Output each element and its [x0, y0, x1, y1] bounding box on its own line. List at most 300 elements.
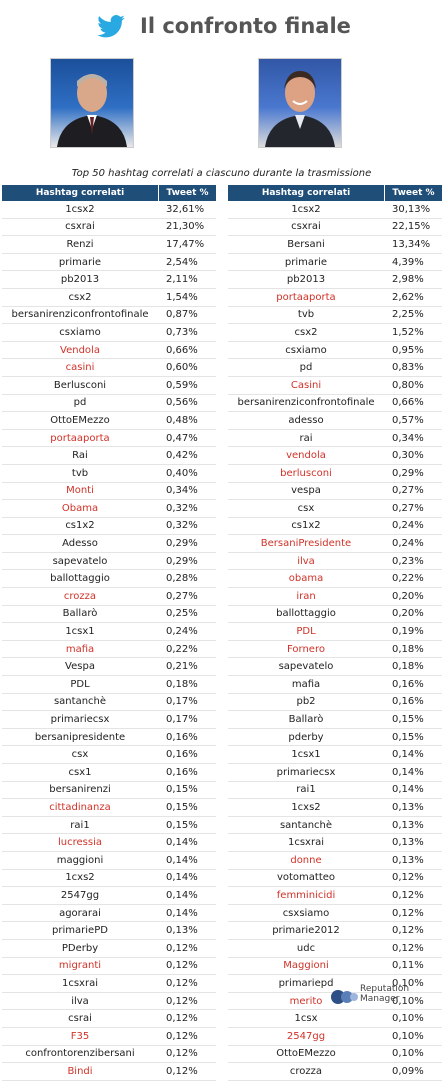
tweet-percent-cell: 0,12% [166, 1048, 198, 1060]
tweet-percent-cell: 0,24% [392, 538, 424, 550]
hashtag-cell: casini [65, 362, 95, 374]
hashtag-cell: pb2 [296, 696, 316, 708]
table-row [2, 922, 216, 940]
table-row [228, 1063, 442, 1081]
table-row [2, 219, 216, 237]
tweet-percent-cell: 0,29% [392, 467, 424, 479]
tweet-percent-cell: 0,12% [166, 1065, 198, 1077]
table-row [2, 359, 216, 377]
hashtag-cell: 1csxrai [287, 837, 324, 849]
table-row [228, 746, 442, 764]
table-row [2, 870, 216, 888]
hashtag-cell: cs1x2 [65, 520, 95, 532]
column-header-tweet-percent: Tweet % [384, 185, 442, 201]
table-row [228, 412, 442, 430]
table-row [2, 834, 216, 852]
tweet-percent-cell: 0,95% [392, 344, 424, 356]
column-header-hashtag: Hashtag correlati [2, 185, 158, 201]
hashtag-cell: 1csx2 [65, 203, 95, 215]
hashtag-cell: csx [297, 502, 315, 514]
header [0, 8, 443, 48]
table-row [2, 1046, 216, 1064]
hashtag-cell: 1csx [294, 1013, 318, 1025]
hashtag-cell: 1csxrai [61, 977, 98, 989]
table-row [228, 834, 442, 852]
hashtag-cell: Berlusconi [53, 379, 107, 391]
hashtag-cell: 2547gg [60, 889, 100, 901]
table-row [228, 641, 442, 659]
tweet-percent-cell: 2,11% [166, 274, 198, 286]
table-row [2, 729, 216, 747]
table-row [2, 658, 216, 676]
table-row [228, 447, 442, 465]
tweet-percent-cell: 32,61% [166, 203, 205, 215]
tweet-percent-cell: 0,27% [392, 485, 424, 497]
tweet-percent-cell: 0,09% [392, 1065, 424, 1077]
table-row [228, 219, 442, 237]
hashtag-cell: Rai [72, 450, 88, 462]
tweet-percent-cell: 0,20% [392, 608, 424, 620]
tweet-percent-cell: 0,24% [392, 520, 424, 532]
hashtag-cell: Adesso [62, 538, 98, 550]
tweet-percent-cell: 0,14% [392, 766, 424, 778]
tweet-percent-cell: 0,17% [166, 696, 198, 708]
tweet-percent-cell: 0,16% [392, 678, 424, 690]
table-header [228, 185, 442, 201]
hashtag-cell: pd [73, 397, 87, 409]
hashtag-cell: rai1 [296, 784, 316, 796]
column-header-tweet-percent: Tweet % [158, 185, 216, 201]
tweet-percent-cell: 0,14% [392, 749, 424, 761]
tweet-percent-cell: 21,30% [166, 221, 205, 233]
table-row [2, 817, 216, 835]
hashtag-cell: csrai [68, 1013, 92, 1025]
tweet-percent-cell: 0,32% [166, 520, 198, 532]
tweet-percent-cell: 0,15% [166, 801, 198, 813]
tweet-percent-cell: 0,83% [392, 362, 424, 374]
hashtag-cell: mafia [291, 678, 321, 690]
tweet-percent-cell: 0,10% [392, 977, 424, 989]
hashtag-cell: votomatteo [276, 872, 336, 884]
tweet-percent-cell: 0,47% [166, 432, 198, 444]
logo-text [360, 984, 409, 1004]
tweet-percent-cell: 0,13% [392, 837, 424, 849]
table-row [228, 359, 442, 377]
table-row [2, 887, 216, 905]
table-row [2, 940, 216, 958]
tweet-percent-cell: 0,14% [166, 872, 198, 884]
table-row [228, 940, 442, 958]
table-row [2, 500, 216, 518]
tweet-percent-cell: 0,42% [166, 450, 198, 462]
table-row [228, 588, 442, 606]
table-row [228, 676, 442, 694]
hashtag-cell: pb2013 [60, 274, 100, 286]
hashtag-cell: 1csx2 [291, 203, 321, 215]
table-row [2, 553, 216, 571]
table-row [2, 1063, 216, 1081]
hashtag-cell: PDL [296, 626, 316, 638]
tweet-percent-cell: 0,10% [392, 1048, 424, 1060]
table-row [2, 395, 216, 413]
tweet-percent-cell: 0,15% [166, 784, 198, 796]
tweet-percent-cell: 0,57% [392, 414, 424, 426]
tweet-percent-cell: 0,32% [166, 502, 198, 514]
table-row [228, 764, 442, 782]
hashtag-cell: mafia [65, 643, 95, 655]
table-row [228, 711, 442, 729]
photo-left [50, 58, 134, 148]
table-row [2, 518, 216, 536]
hashtag-cell: Vespa [65, 661, 95, 673]
hashtag-cell: Obama [61, 502, 99, 514]
hashtag-cell: iran [296, 590, 316, 602]
table-row [2, 447, 216, 465]
tweet-percent-cell: 0,14% [166, 854, 198, 866]
table-row [2, 782, 216, 800]
tweet-percent-cell: 1,52% [392, 326, 424, 338]
hashtag-cell: ilva [71, 995, 89, 1007]
hashtag-cell: 1csx1 [291, 749, 321, 761]
tweet-percent-cell: 0,23% [392, 555, 424, 567]
hashtag-cell: migranti [58, 960, 102, 972]
table-row [2, 535, 216, 553]
tweet-percent-cell: 30,13% [392, 203, 431, 215]
hashtag-cell: tvb [297, 309, 315, 321]
hashtag-cell: santanchè [53, 696, 107, 708]
hashtag-cell: cittadinanza [49, 801, 111, 813]
twitter-bird-icon [96, 12, 126, 42]
table-row [228, 395, 442, 413]
table-row [228, 922, 442, 940]
table-row [228, 254, 442, 272]
tweet-percent-cell: 0,14% [166, 837, 198, 849]
tweet-percent-cell: 0,56% [166, 397, 198, 409]
tweet-percent-cell: 0,20% [392, 590, 424, 602]
hashtag-cell: csxsiamo [282, 907, 330, 919]
hashtag-cell: 2547gg [286, 1030, 326, 1042]
table-row [228, 817, 442, 835]
table-row [2, 641, 216, 659]
table-row [228, 236, 442, 254]
table-row [228, 500, 442, 518]
tweet-percent-cell: 0,12% [392, 889, 424, 901]
table-row [228, 271, 442, 289]
hashtag-cell: udc [296, 942, 316, 954]
hashtag-cell: primariepd [278, 977, 334, 989]
hashtag-cell: Maggioni [283, 960, 329, 972]
table-row [2, 676, 216, 694]
tweet-percent-cell: 22,15% [392, 221, 431, 233]
tweet-percent-cell: 0,29% [166, 538, 198, 550]
table-row [2, 430, 216, 448]
hashtag-cell: adesso [288, 414, 324, 426]
hashtag-cell: bersanirenziconfrontofinale [11, 309, 149, 321]
tweet-percent-cell: 0,16% [166, 766, 198, 778]
tweet-percent-cell: 0,16% [166, 731, 198, 743]
hashtag-cell: csx2 [294, 326, 318, 338]
tweet-percent-cell: 0,12% [392, 942, 424, 954]
hashtag-cell: crozza [63, 590, 97, 602]
tweet-percent-cell: 0,13% [166, 925, 198, 937]
hashtag-cell: portaaporta [50, 432, 110, 444]
table-row [228, 958, 442, 976]
table-row [2, 271, 216, 289]
hashtag-cell: bersanirenzi [49, 784, 111, 796]
hashtag-cell: primariecsx [276, 766, 336, 778]
hashtag-cell: primariePD [52, 925, 108, 937]
tweet-percent-cell: 2,25% [392, 309, 424, 321]
tweet-percent-cell: 13,34% [392, 238, 431, 250]
tweet-percent-cell: 0,12% [392, 907, 424, 919]
tweet-percent-cell: 0,66% [166, 344, 198, 356]
table-row [228, 729, 442, 747]
tweet-percent-cell: 0,22% [392, 573, 424, 585]
hashtag-cell: vendola [286, 450, 326, 462]
tweet-percent-cell: 2,98% [392, 274, 424, 286]
page-title: Il confronto finale [140, 14, 351, 38]
hashtag-cell: pd [299, 362, 313, 374]
tweet-percent-cell: 0,30% [392, 450, 424, 462]
tweet-percent-cell: 0,59% [166, 379, 198, 391]
reputation-manager-logo [330, 980, 438, 1016]
table-body [2, 201, 216, 1081]
table-row [2, 412, 216, 430]
hashtag-cell: primarie2012 [272, 925, 340, 937]
hashtag-cell: cs1x2 [291, 520, 321, 532]
table-row [228, 518, 442, 536]
hashtag-cell: berlusconi [280, 467, 332, 479]
tweet-percent-cell: 0,15% [392, 714, 424, 726]
tweet-percent-cell: 0,12% [166, 960, 198, 972]
table-row [2, 905, 216, 923]
table-row [228, 658, 442, 676]
tweet-percent-cell: 0,80% [392, 379, 424, 391]
hashtag-cell: Casini [290, 379, 322, 391]
table-row [2, 570, 216, 588]
table-row [228, 430, 442, 448]
table-row [228, 201, 442, 219]
hashtag-cell: bersanipresidente [34, 731, 126, 743]
hashtag-cell: rai [299, 432, 313, 444]
tweet-percent-cell: 0,60% [166, 362, 198, 374]
hashtag-cell: vespa [291, 485, 321, 497]
hashtag-cell: Ballarò [62, 608, 98, 620]
table-row [2, 993, 216, 1011]
table-row [2, 342, 216, 360]
tweet-percent-cell: 1,54% [166, 291, 198, 303]
tweet-percent-cell: 0,21% [166, 661, 198, 673]
table-row [2, 746, 216, 764]
table-row [228, 694, 442, 712]
hashtag-cell: Monti [66, 485, 94, 497]
hashtag-cell: BersaniPresidente [260, 538, 352, 550]
tweet-percent-cell: 0,34% [166, 485, 198, 497]
table-row [2, 1010, 216, 1028]
tweet-percent-cell: 0,18% [392, 661, 424, 673]
hashtag-cell: 1cxs2 [291, 801, 321, 813]
tweet-percent-cell: 0,48% [166, 414, 198, 426]
hashtag-cell: lucressia [58, 837, 102, 849]
table-row [2, 465, 216, 483]
hashtag-cell: pderby [288, 731, 324, 743]
table-row [228, 852, 442, 870]
tweet-percent-cell: 0,10% [392, 995, 424, 1007]
hashtag-cell: Bindi [67, 1065, 93, 1077]
table-row [228, 535, 442, 553]
table-row [228, 1028, 442, 1046]
tweet-percent-cell: 0,29% [166, 555, 198, 567]
tweet-percent-cell: 0,18% [392, 643, 424, 655]
table-row [228, 377, 442, 395]
tweet-percent-cell: 0,73% [166, 326, 198, 338]
hashtag-cell: csx [71, 749, 89, 761]
table-row [2, 799, 216, 817]
hashtag-cell: merito [289, 995, 323, 1007]
table-row [228, 307, 442, 325]
hashtag-cell: agorarai [59, 907, 101, 919]
hashtag-cell: csxrai [65, 221, 95, 233]
tweet-percent-cell: 0,13% [392, 819, 424, 831]
tweet-percent-cell: 0,14% [392, 784, 424, 796]
table-row [2, 975, 216, 993]
hashtag-cell: csx1 [68, 766, 92, 778]
tweet-percent-cell: 0,12% [166, 1030, 198, 1042]
table-row [2, 236, 216, 254]
table-row [228, 870, 442, 888]
tweet-percent-cell: 0,16% [392, 696, 424, 708]
hashtag-cell: bersanirenziconfrontofinale [237, 397, 375, 409]
hashtag-cell: pb2013 [286, 274, 326, 286]
logo-line-2: Manager [360, 994, 400, 1004]
table-row [2, 201, 216, 219]
hashtag-cell: ballottaggio [50, 573, 110, 585]
tweet-percent-cell: 0,15% [392, 731, 424, 743]
hashtag-table-left [2, 185, 216, 1081]
tweet-percent-cell: 0,16% [166, 749, 198, 761]
hashtag-cell: PDL [70, 678, 90, 690]
tweet-percent-cell: 0,10% [392, 1030, 424, 1042]
hashtag-cell: rai1 [70, 819, 90, 831]
table-row [228, 342, 442, 360]
hashtag-table-right [228, 185, 442, 1081]
table-row [228, 324, 442, 342]
hashtag-cell: primarie [58, 256, 102, 268]
hashtag-cell: sapevatelo [52, 555, 108, 567]
hashtag-cell: donne [290, 854, 322, 866]
tweet-percent-cell: 0,40% [166, 467, 198, 479]
tweet-percent-cell: 0,17% [166, 714, 198, 726]
hashtag-cell: sapevatelo [278, 661, 334, 673]
table-row [2, 289, 216, 307]
tweet-percent-cell: 0,15% [166, 819, 198, 831]
table-row [228, 289, 442, 307]
logo-mark-icon [330, 986, 358, 1008]
table-row [228, 782, 442, 800]
column-header-hashtag: Hashtag correlati [228, 185, 384, 201]
tweet-percent-cell: 0,66% [392, 397, 424, 409]
hashtag-cell: ballottaggio [276, 608, 336, 620]
tweet-percent-cell: 0,10% [392, 1013, 424, 1025]
tweet-percent-cell: 0,14% [166, 907, 198, 919]
table-row [228, 570, 442, 588]
hashtag-cell: Vendola [60, 344, 100, 356]
table-row [2, 764, 216, 782]
table-body [228, 201, 442, 1081]
tweet-percent-cell: 0,34% [392, 432, 424, 444]
tweet-percent-cell: 0,27% [166, 590, 198, 602]
table-row [228, 1046, 442, 1064]
tweet-percent-cell: 0,25% [166, 608, 198, 620]
tweet-percent-cell: 2,54% [166, 256, 198, 268]
hashtag-cell: crozza [289, 1065, 323, 1077]
tweet-percent-cell: 4,39% [392, 256, 424, 268]
hashtag-cell: primariecsx [50, 714, 110, 726]
hashtag-cell: tvb [71, 467, 89, 479]
table-row [228, 483, 442, 501]
hashtag-cell: csxiamo [285, 344, 327, 356]
hashtag-cell: csxrai [291, 221, 321, 233]
hashtag-cell: Fornero [287, 643, 325, 655]
hashtag-cell: Ballarò [288, 714, 324, 726]
hashtag-cell: 1cxs2 [65, 872, 95, 884]
table-row [228, 465, 442, 483]
hashtag-cell: santanchè [279, 819, 333, 831]
tweet-percent-cell: 0,12% [166, 995, 198, 1007]
hashtag-cell: Bersani [287, 238, 325, 250]
tweet-percent-cell: 0,13% [392, 854, 424, 866]
tweet-percent-cell: 0,12% [166, 1013, 198, 1025]
table-row [228, 905, 442, 923]
tweet-percent-cell: 0,18% [166, 678, 198, 690]
hashtag-cell: portaaporta [276, 291, 336, 303]
tweet-percent-cell: 0,11% [392, 960, 424, 972]
tweet-percent-cell: 0,14% [166, 889, 198, 901]
tweet-percent-cell: 0,19% [392, 626, 424, 638]
hashtag-cell: primarie [284, 256, 328, 268]
tweet-percent-cell: 0,12% [392, 925, 424, 937]
table-row [2, 623, 216, 641]
hashtag-cell: femminicidi [276, 889, 336, 901]
table-row [2, 483, 216, 501]
tweet-percent-cell: 17,47% [166, 238, 205, 250]
hashtag-cell: obama [288, 573, 324, 585]
hashtag-cell: OttoEMezzo [276, 1048, 336, 1060]
table-row [2, 588, 216, 606]
tweet-percent-cell: 0,87% [166, 309, 198, 321]
hashtag-cell: ilva [297, 555, 315, 567]
table-header [2, 185, 216, 201]
table-row [228, 799, 442, 817]
table-row [2, 958, 216, 976]
table-row [2, 711, 216, 729]
hashtag-cell: 1csx1 [65, 626, 95, 638]
table-row [2, 254, 216, 272]
table-row [228, 623, 442, 641]
tweet-percent-cell: 0,12% [392, 872, 424, 884]
table-row [2, 694, 216, 712]
hashtag-cell: Renzi [66, 238, 94, 250]
hashtag-cell: maggioni [56, 854, 104, 866]
tweet-percent-cell: 0,28% [166, 573, 198, 585]
table-row [2, 1028, 216, 1046]
hashtag-cell: csxiamo [59, 326, 101, 338]
table-subtitle: Top 50 hashtag correlati a ciascuno durante la trasmissione [71, 168, 372, 179]
tweet-percent-cell: 0,24% [166, 626, 198, 638]
table-row [228, 887, 442, 905]
table-row [2, 377, 216, 395]
table-row [228, 553, 442, 571]
